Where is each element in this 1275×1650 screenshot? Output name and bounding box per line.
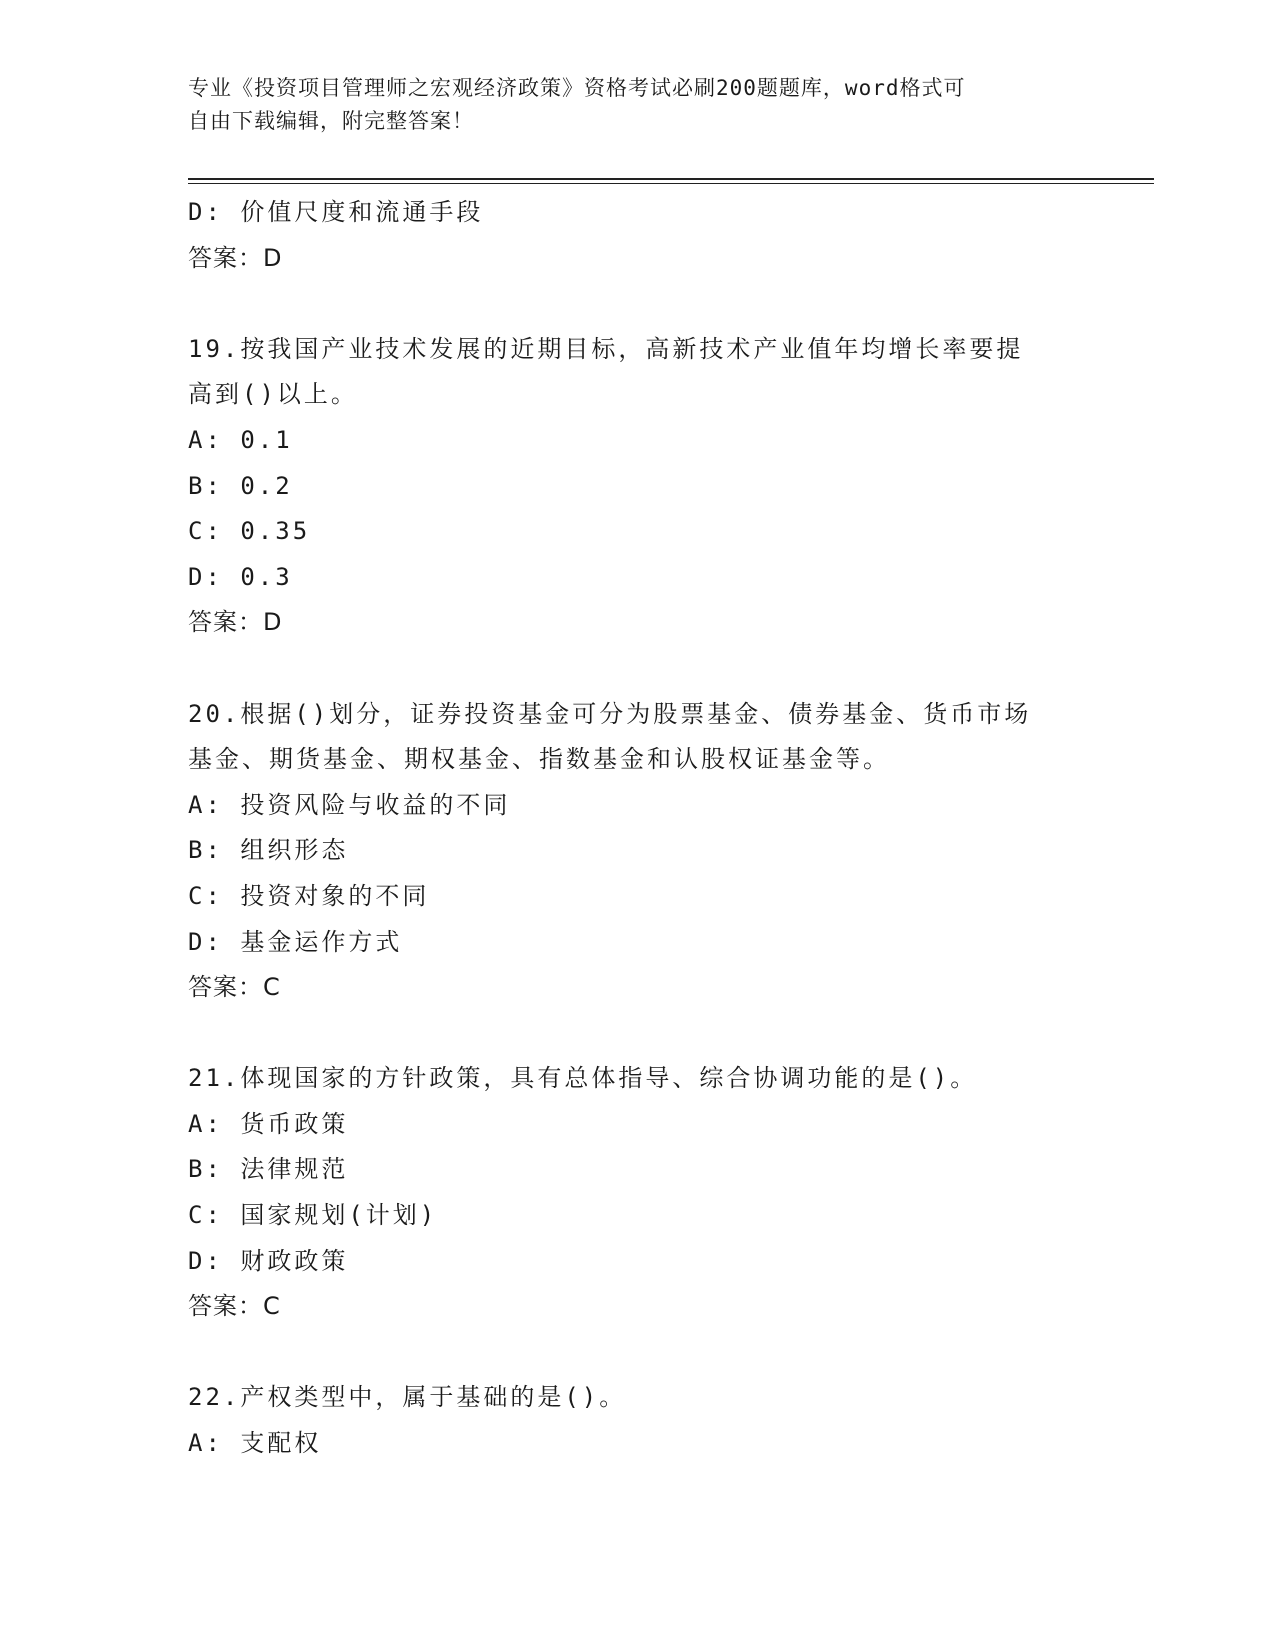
header-line-1: 专业《投资项目管理师之宏观经济政策》资格考试必刷200题题库，word格式可 [188,76,966,100]
question-20 [188,692,1088,1011]
option-b: B: 0.2 [188,471,293,500]
spacer [188,646,1088,692]
option-a: A: 货币政策 [188,1109,349,1138]
option-c: C: 投资对象的不同 [188,881,430,910]
spacer [188,281,1088,327]
answer-line: 答案：D [188,243,283,272]
question-21 [188,1056,1088,1330]
spacer [188,1011,1088,1057]
option-a: A: 0.1 [188,425,293,454]
question-stem: 高到()以上。 [188,380,358,409]
option-a: A: 支配权 [188,1429,322,1458]
question-19 [188,327,1088,646]
question-list [188,190,1088,1467]
option-b: B: 组织形态 [188,836,349,865]
answer-line: 答案：D [188,608,283,637]
header-line-2: 自由下载编辑，附完整答案！ [188,109,474,133]
answer-line: 答案：C [188,973,281,1002]
option-c: C: 0.35 [188,517,311,546]
question-stem: 20.根据()划分，证券投资基金可分为股票基金、债券基金、货币市场 [188,699,1032,728]
header-rule-thick [188,178,1154,180]
header-rule-thin [188,183,1154,184]
document-header [188,72,1088,138]
option-c: C: 国家规划(计划) [188,1201,438,1230]
question-stem: 21.体现国家的方针政策，具有总体指导、综合协调功能的是()。 [188,1064,978,1093]
option-d: D: 基金运作方式 [188,927,403,956]
question-stem: 22.产权类型中，属于基础的是()。 [188,1383,627,1412]
answer-line: 答案：C [188,1292,281,1321]
option-d: D: 价值尺度和流通手段 [188,198,484,226]
option-b: B: 法律规范 [188,1155,349,1184]
question-22 [188,1375,1088,1466]
option-d: D: 财政政策 [188,1246,349,1275]
option-d: D: 0.3 [188,562,293,591]
spacer [188,1330,1088,1376]
question-stem: 基金、期货基金、期权基金、指数基金和认股权证基金等。 [188,745,890,774]
question-stem: 19.按我国产业技术发展的近期目标，高新技术产业值年均增长率要提 [188,334,1024,363]
option-a: A: 投资风险与收益的不同 [188,790,511,819]
